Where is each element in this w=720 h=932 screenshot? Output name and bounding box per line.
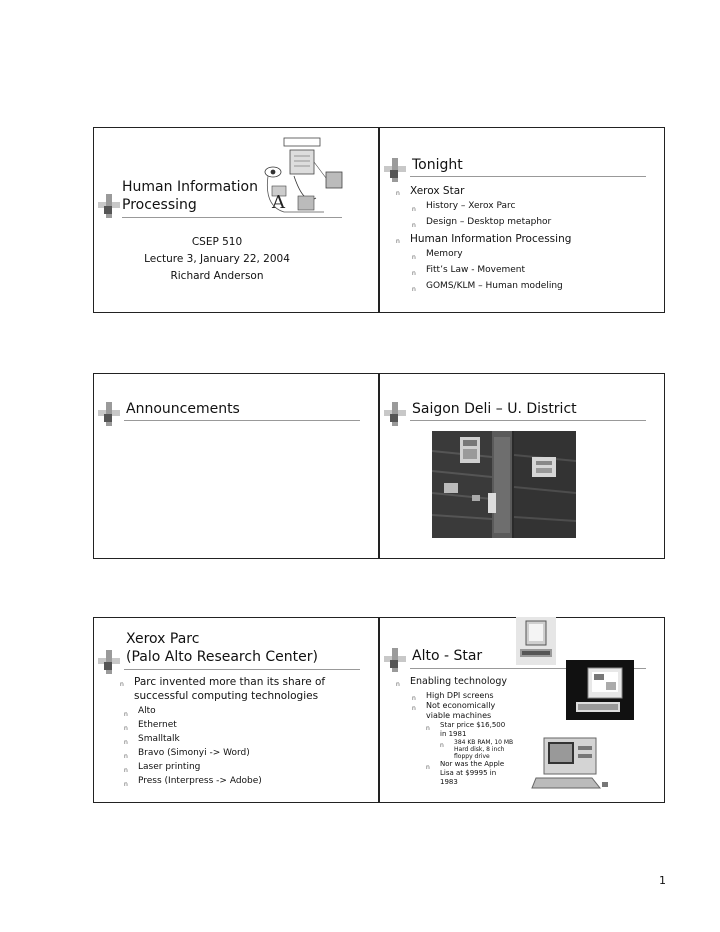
slide-title-line-2: (Palo Alto Research Center) bbox=[126, 649, 318, 665]
xerox-star-photo bbox=[566, 660, 634, 720]
list-item: n Xerox Star bbox=[396, 184, 571, 198]
list-item: n Parc invented more than its share of bbox=[120, 675, 325, 689]
slide-title: Tonight bbox=[412, 157, 463, 173]
slide-3 bbox=[93, 373, 379, 559]
list-item: n 384 KB RAM, 10 MB Hard disk, 8 inch floppy drive bbox=[440, 739, 514, 760]
author-name: Richard Anderson bbox=[170, 270, 264, 282]
page-number: 1 bbox=[659, 874, 666, 887]
list-item: n Fitt’s Law - Movement bbox=[412, 264, 571, 277]
slide-title: Alto - Star bbox=[412, 648, 483, 664]
deli-door-photo bbox=[432, 431, 576, 538]
list-item: n High DPI screens bbox=[412, 690, 546, 701]
slide-subtitle bbox=[124, 234, 310, 285]
human-information-processing-diagram bbox=[264, 136, 348, 218]
course-code: CSEP 510 bbox=[191, 236, 243, 248]
title-rule bbox=[410, 176, 646, 177]
list-item: n Human Information Processing bbox=[396, 232, 571, 246]
list-item: n GOMS/KLM – Human modeling bbox=[412, 280, 571, 293]
title-rule bbox=[410, 420, 646, 421]
list-item: n Star price $16,500 in 1981 bbox=[426, 721, 512, 739]
title-rule bbox=[124, 420, 360, 421]
list-item: n Smalltalk bbox=[124, 733, 325, 746]
svg-text:A: A bbox=[272, 192, 285, 213]
slide-title: Saigon Deli – U. District bbox=[412, 401, 577, 417]
list-item: n Enabling technology bbox=[396, 675, 546, 689]
list-item: n Ethernet bbox=[124, 719, 325, 732]
lecture-date: Lecture 3, January 22, 2004 bbox=[144, 253, 290, 265]
slide-title: Announcements bbox=[126, 401, 240, 417]
list-item: n Laser printing bbox=[124, 761, 325, 774]
bullet-list bbox=[120, 675, 325, 788]
list-item: n Press (Interpress -> Adobe) bbox=[124, 775, 325, 788]
alto-computer-photo bbox=[516, 617, 556, 665]
slide-title-line-1: Xerox Parc bbox=[126, 631, 200, 647]
list-item: n Bravo (Simonyi -> Word) bbox=[124, 747, 325, 760]
list-item: n Memory bbox=[412, 248, 571, 261]
slide-2 bbox=[379, 127, 665, 313]
list-item: n History – Xerox Parc bbox=[412, 200, 571, 213]
bullet-list bbox=[396, 675, 546, 787]
slide-1 bbox=[93, 127, 379, 313]
slide-5 bbox=[93, 617, 379, 803]
list-item: n Not economically viable machines bbox=[412, 701, 506, 721]
list-item-continuation: successful computing technologies bbox=[134, 690, 319, 702]
list-item: n Nor was the Apple Lisa at $9995 in 1983 bbox=[426, 760, 512, 787]
list-item: n Design – Desktop metaphor bbox=[412, 216, 571, 229]
slide-title-line-2: Processing bbox=[122, 197, 197, 213]
bullet-list bbox=[396, 184, 571, 293]
list-item: n Alto bbox=[124, 705, 325, 718]
slide-6 bbox=[379, 617, 665, 803]
slide-4 bbox=[379, 373, 665, 559]
slide-title-line-1: Human Information bbox=[122, 179, 258, 195]
title-rule bbox=[124, 669, 360, 670]
